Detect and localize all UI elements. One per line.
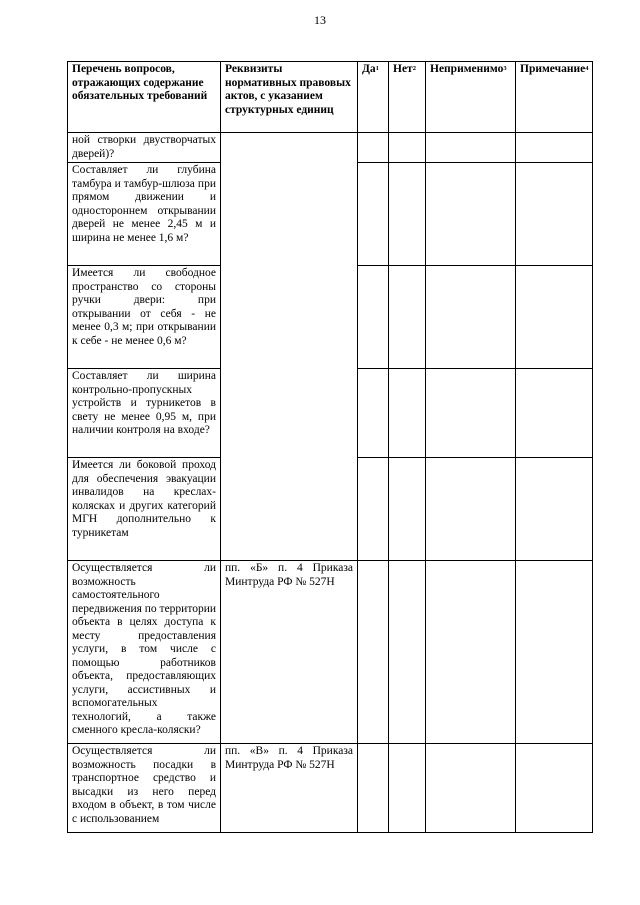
na-cell[interactable] — [426, 163, 516, 266]
yes-cell[interactable] — [358, 163, 389, 266]
yes-cell[interactable] — [358, 458, 389, 561]
yes-cell[interactable] — [358, 744, 389, 833]
yes-cell[interactable] — [358, 369, 389, 458]
no-cell[interactable] — [389, 458, 426, 561]
na-cell[interactable] — [426, 744, 516, 833]
na-cell[interactable] — [426, 369, 516, 458]
question-cell: Осуществляется ли возможность посадки в транспортное средство и высадки из него перед входом в объект, в том числе с использованием — [68, 744, 221, 833]
footnote-ref: 3 — [503, 65, 507, 72]
yes-cell[interactable] — [358, 133, 389, 163]
no-cell[interactable] — [389, 561, 426, 744]
na-cell[interactable] — [426, 133, 516, 163]
header-yes — [358, 62, 389, 133]
header-remark-label: Примечание — [520, 63, 586, 75]
remark-cell[interactable] — [516, 744, 593, 833]
table-header-row — [68, 62, 593, 133]
requisite-cell: пп. «Б» п. 4 Приказа Минтруда РФ № 527Н — [221, 561, 358, 744]
question-cell: Составляет ли глубина тамбура и тамбур-шлюза при прямом движении и одностороннем открывании дверей не менее 2,45 м и ширина не менее 1,6 м? — [68, 163, 221, 266]
remark-cell[interactable] — [516, 458, 593, 561]
question-cell: Осуществляется ли возможность самостоятельного передвижения по территории объекта в целях доступа к месту предоставления услуги, в том числе с помощью работников объекта, предоставляющих услуги, ассистивных и вспомогательных технологий, а также сменного кресла-коляски? — [68, 561, 221, 744]
table-row — [68, 744, 593, 833]
remark-cell[interactable] — [516, 133, 593, 163]
footnote-ref: 1 — [375, 65, 379, 72]
no-cell[interactable] — [389, 163, 426, 266]
header-requisites: Реквизиты нормативных правовых актов, с указанием структурных единиц — [221, 62, 358, 133]
checklist-table — [67, 61, 593, 833]
remark-cell[interactable] — [516, 369, 593, 458]
no-cell[interactable] — [389, 266, 426, 369]
header-no — [389, 62, 426, 133]
table-row — [68, 561, 593, 744]
na-cell[interactable] — [426, 561, 516, 744]
question-cell: Составляет ли ширина контрольно-пропускных устройств и турникетов в свету не менее 0,95 м, при наличии контроля на входе? — [68, 369, 221, 458]
na-cell[interactable] — [426, 458, 516, 561]
remark-cell[interactable] — [516, 163, 593, 266]
question-cell: ной створки двустворчатых дверей)? — [68, 133, 221, 163]
question-cell: Имеется ли свободное пространство со стороны ручки двери: при открывании от себя - не менее 0,3 м; при открывании к себе - не менее 0,6 м? — [68, 266, 221, 369]
header-questions: Перечень вопросов, отражающих содержание обязательных требований — [68, 62, 221, 133]
no-cell[interactable] — [389, 744, 426, 833]
na-cell[interactable] — [426, 266, 516, 369]
header-remark — [516, 62, 593, 133]
question-cell: Имеется ли боковой проход для обеспечения эвакуации инвалидов на креслах-колясках и других категорий МГН дополнительно к турникетам — [68, 458, 221, 561]
footnote-ref: 4 — [585, 65, 589, 72]
no-cell[interactable] — [389, 133, 426, 163]
table-row — [68, 133, 593, 163]
requisite-cell — [221, 133, 358, 561]
remark-cell[interactable] — [516, 561, 593, 744]
header-yes-label: Да — [362, 63, 376, 75]
header-no-label: Нет — [393, 63, 413, 75]
no-cell[interactable] — [389, 369, 426, 458]
remark-cell[interactable] — [516, 266, 593, 369]
requisite-cell: пп. «В» п. 4 Приказа Минтруда РФ № 527Н — [221, 744, 358, 833]
yes-cell[interactable] — [358, 266, 389, 369]
yes-cell[interactable] — [358, 561, 389, 744]
header-na-label: Неприменимо — [430, 63, 504, 75]
header-not-applicable — [426, 62, 516, 133]
footnote-ref: 2 — [412, 65, 416, 72]
page-number: 13 — [314, 13, 326, 27]
